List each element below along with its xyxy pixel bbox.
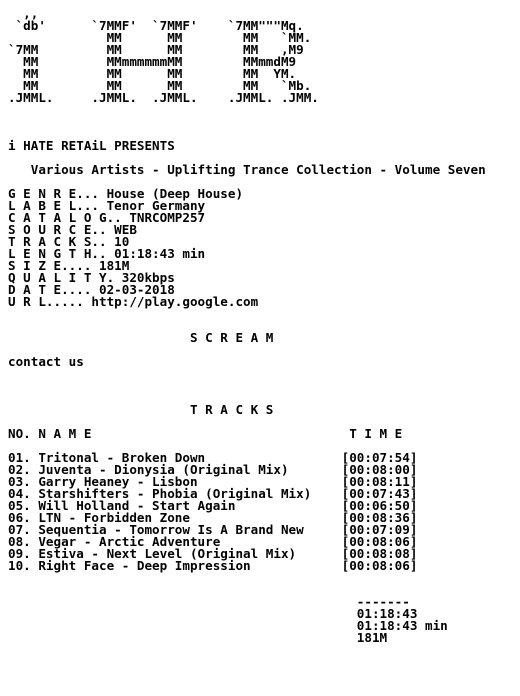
info-source: S O U R C E.. WEB xyxy=(8,222,137,237)
ascii-logo-line: ,, xyxy=(8,6,39,21)
ascii-logo-line: .JMML. .JMML. .JMML. .JMML. .JMM. xyxy=(8,90,319,105)
tracks-heading: T R A C K S xyxy=(8,402,274,417)
ascii-logo-line: MM MM MM MM `Mb. xyxy=(8,78,312,93)
release-title: Various Artists - Uplifting Trance Collection - Volume Seven xyxy=(8,162,486,177)
track-row: 02. Juventa - Dionysia (Original Mix) [00:08:00] xyxy=(8,462,418,477)
track-row: 01. Tritonal - Broken Down [00:07:54] xyxy=(8,450,418,465)
info-date: D A T E.... 02-03-2018 xyxy=(8,282,175,297)
info-length: L E N G T H.. 01:18:43 min xyxy=(8,246,206,261)
ascii-logo-line: MM MMmmmmmmMM MMmmdM9 xyxy=(8,54,297,69)
info-genre: G E N R E... House (Deep House) xyxy=(8,186,244,201)
track-row: 06. LTN - Forbidden Zone [00:08:36] xyxy=(8,510,418,525)
info-url: U R L..... http://play.google.com xyxy=(8,294,259,309)
totals-length: 01:18:43 min xyxy=(8,618,448,633)
track-row: 07. Sequentia - Tomorrow Is A Brand New [00:07:09] xyxy=(8,522,418,537)
contact-text: contact us xyxy=(8,354,84,369)
track-row: 03. Garry Heaney - Lisbon [00:08:11] xyxy=(8,474,418,489)
track-row: 08. Vegar - Arctic Adventure [00:08:06] xyxy=(8,534,418,549)
ascii-logo-line: MM MM MM `MM. xyxy=(8,30,312,45)
info-label: L A B E L... Tenor Germany xyxy=(8,198,206,213)
totals-time: 01:18:43 xyxy=(8,606,418,621)
track-row: 04. Starshifters - Phobia (Original Mix) [00:07:43] xyxy=(8,486,418,501)
scream-heading: S C R E A M xyxy=(8,330,274,345)
track-row: 05. Will Holland - Start Again [00:06:50] xyxy=(8,498,418,513)
info-quality: Q U A L I T Y. 320kbps xyxy=(8,270,175,285)
ascii-logo-line: `db' `7MMF' `7MMF' `7MM"""Mq. xyxy=(8,18,304,33)
info-catalog: C A T A L O G.. TNRCOMP257 xyxy=(8,210,206,225)
track-row: 09. Estiva - Next Level (Original Mix) [00:08:08] xyxy=(8,546,418,561)
totals-size: 181M xyxy=(8,630,388,645)
presents-line: i HATE RETAiL PRESENTS xyxy=(8,138,175,153)
ascii-logo-line: MM MM MM MM YM. xyxy=(8,66,297,81)
info-tracks: T R A C K S.. 10 xyxy=(8,234,130,249)
info-size: S I Z E.... 181M xyxy=(8,258,130,273)
tracks-header: NO. N A M E T I M E xyxy=(8,426,403,441)
ascii-logo-line: `7MM MM MM MM ,M9 xyxy=(8,42,304,57)
totals-divider: ------- xyxy=(8,594,410,609)
track-row: 10. Right Face - Deep Impression [00:08:06] xyxy=(8,558,418,573)
